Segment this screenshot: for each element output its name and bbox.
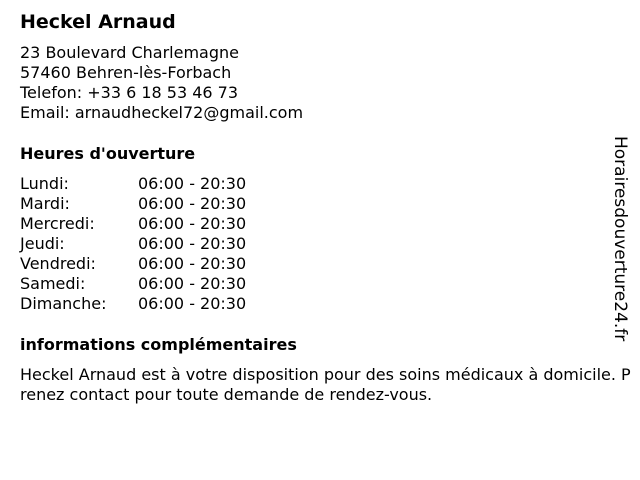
site-watermark: Horairesdouverture24.fr [610, 136, 630, 342]
hours-row-tuesday [20, 194, 632, 214]
opening-hours-list [20, 174, 632, 314]
hours-row-sunday [20, 294, 632, 314]
hours-time: 06:00 - 20:30 [138, 294, 247, 313]
hours-day: Lundi: [20, 174, 69, 193]
additional-info-text: Heckel Arnaud est à votre disposition pour des soins médicaux à domicile. Prenez contact pour toute demande de rendez-vous. [20, 365, 631, 404]
hours-day: Vendredi: [20, 254, 96, 273]
additional-info-title: informations complémentaires [20, 335, 297, 354]
hours-day: Samedi: [20, 274, 86, 293]
hours-time: 06:00 - 20:30 [138, 274, 247, 293]
hours-row-wednesday [20, 214, 632, 234]
hours-row-thursday [20, 234, 632, 254]
hours-row-friday [20, 254, 632, 274]
hours-time: 06:00 - 20:30 [138, 194, 247, 213]
hours-time: 06:00 - 20:30 [138, 214, 247, 233]
opening-hours-title: Heures d'ouverture [20, 144, 196, 163]
hours-day: Mardi: [20, 194, 70, 213]
address-line-1: 23 Boulevard Charlemagne [20, 43, 239, 62]
hours-day: Mercredi: [20, 214, 95, 233]
hours-row-monday [20, 174, 632, 194]
hours-time: 06:00 - 20:30 [138, 234, 247, 253]
email-line: Email: arnaudheckel72@gmail.com [20, 103, 304, 122]
business-name: Heckel Arnaud [20, 11, 176, 33]
phone-line: Telefon: +33 6 18 53 46 73 [20, 83, 239, 102]
hours-time: 06:00 - 20:30 [138, 174, 247, 193]
business-card [20, 10, 632, 405]
address-line-2: 57460 Behren-lès-Forbach [20, 63, 232, 82]
hours-day: Dimanche: [20, 294, 107, 313]
hours-time: 06:00 - 20:30 [138, 254, 247, 273]
hours-day: Jeudi: [20, 234, 65, 253]
hours-row-saturday [20, 274, 632, 294]
